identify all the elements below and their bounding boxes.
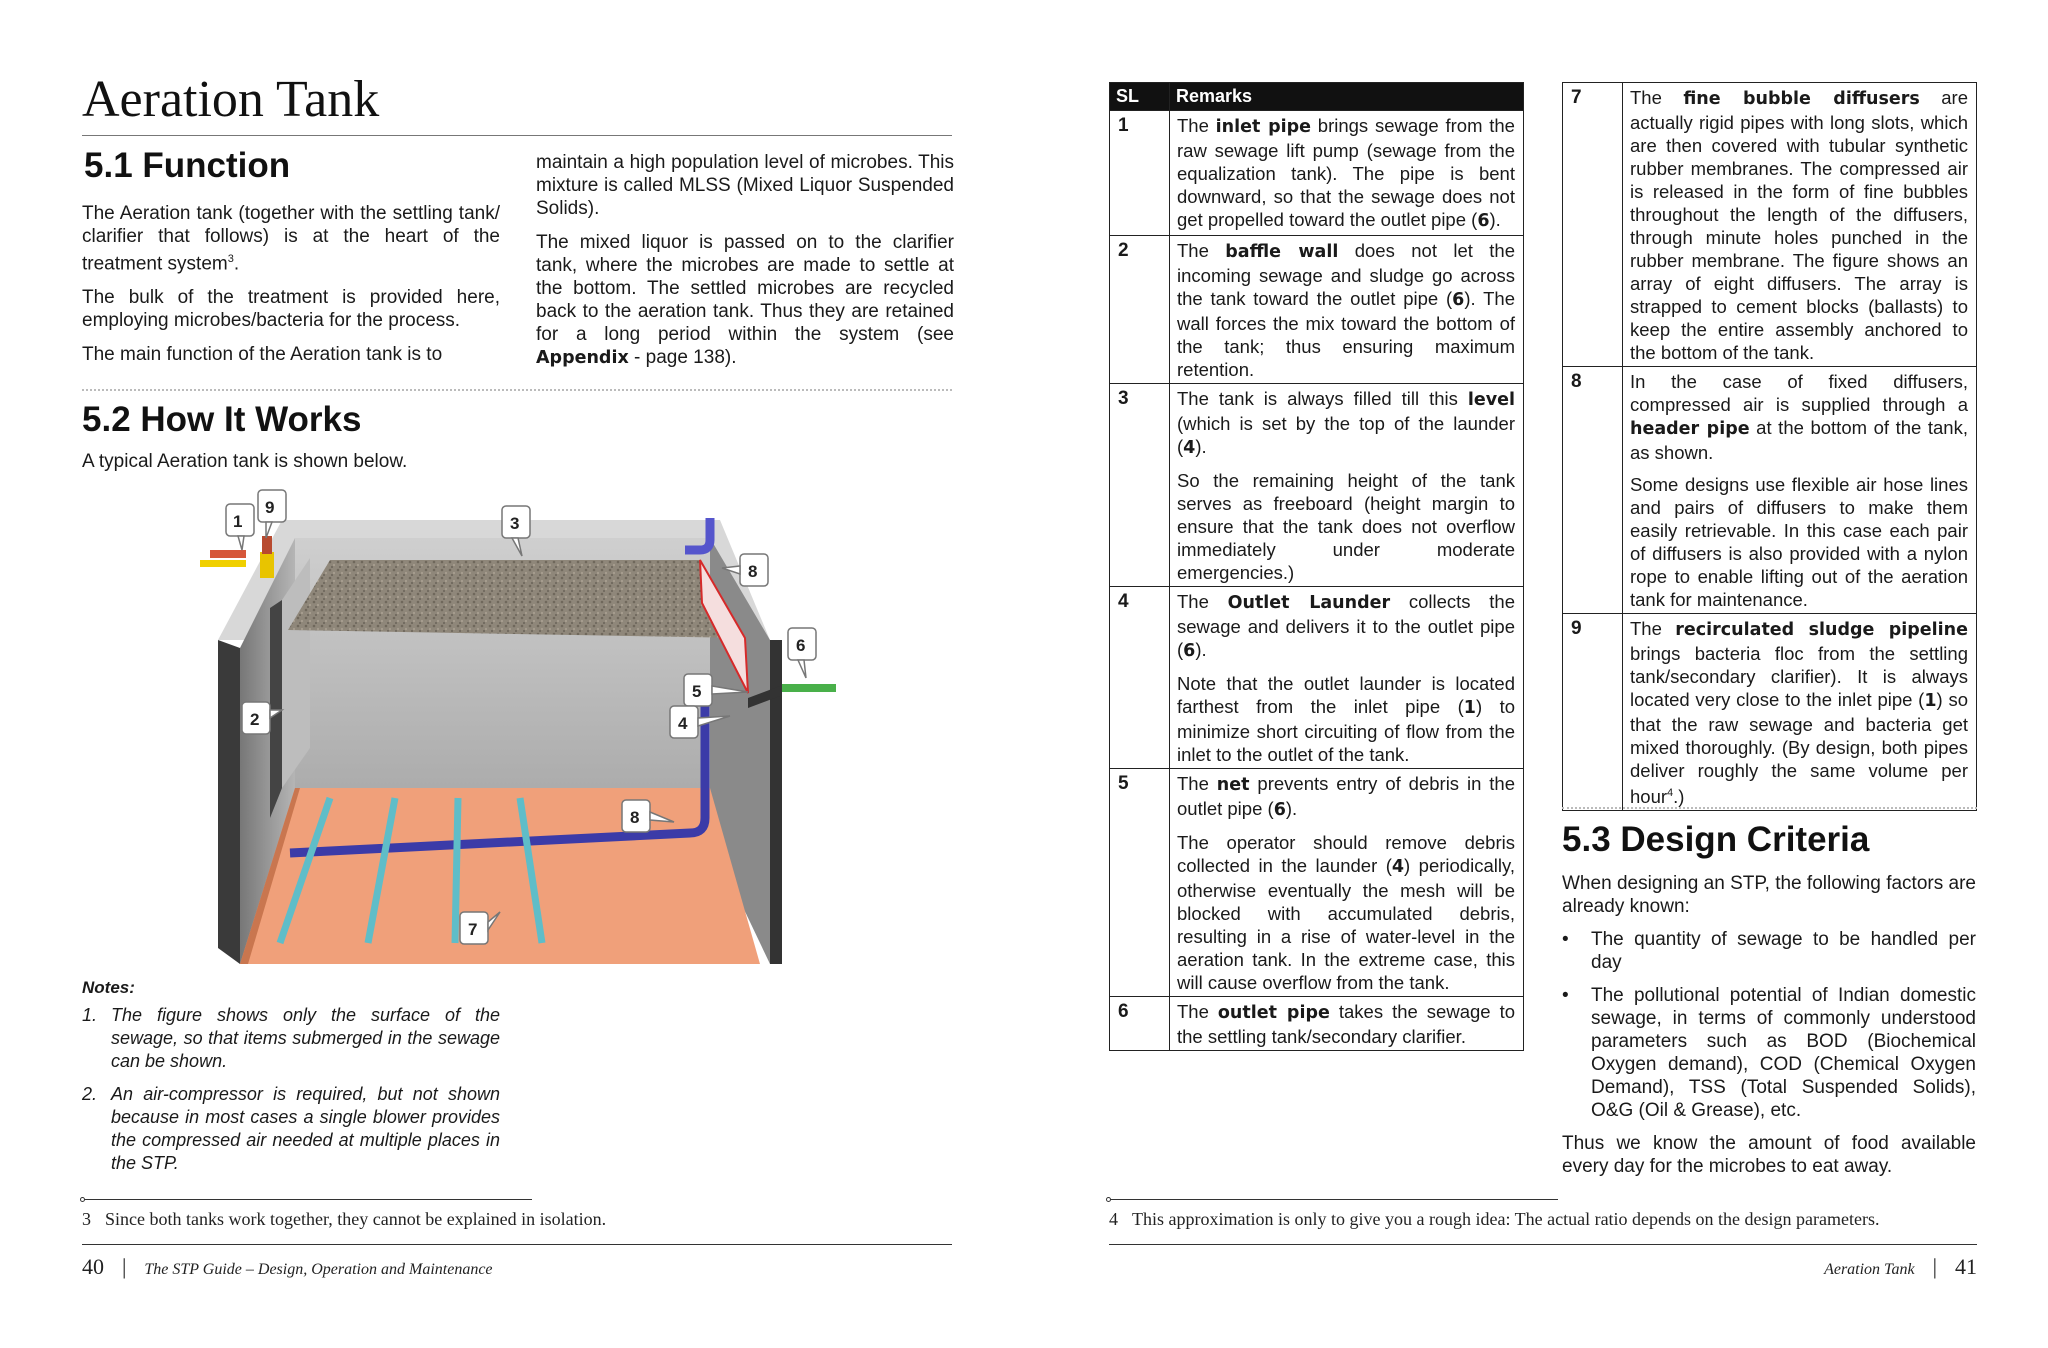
callout-label-8-top: 8 (748, 562, 758, 581)
row-remarks (1170, 384, 1524, 587)
footnote-4 (1109, 1209, 1989, 1230)
table-row (1563, 367, 1977, 614)
section-5-3 (1562, 820, 1976, 1178)
remark-text: ). (1195, 639, 1207, 660)
footnote-number: 3 (82, 1209, 91, 1229)
table-row (1110, 587, 1524, 769)
inlet-pipe-bend (260, 552, 274, 578)
remark-paragraph: So the remaining height of the tank serves as freeboard (height margin to ensure that the tank does not overflow immediately under moderate emergencies.) (1177, 470, 1515, 583)
page-bottom-rule (1109, 1244, 1977, 1245)
title-rule (82, 135, 952, 136)
callout-label-1: 1 (233, 512, 243, 531)
callout-1 (226, 504, 254, 550)
page-number: 40 (82, 1254, 104, 1279)
callout-label-8-bottom: 8 (630, 808, 640, 827)
remarks-header: Remarks (1170, 83, 1524, 111)
remark-text: are actually rigid pipes with long slots, which are then covered with tubular synthetic rubber membranes. The compressed air is released in the form of fine bubbles throughout the length of the diffusers, through minute holes punched in the rubber membrane. The figure shows an array of eight diffusers. The array is strapped to cement blocks (ballasts) to keep the entire assembly anchored to the bottom of the tank. (1630, 87, 1968, 363)
components-table-1 (1109, 82, 1524, 1051)
remark-text: ). (1195, 436, 1207, 457)
component-name: inlet pipe (1215, 117, 1311, 137)
remark-text: The operator should remove debris collected in the launder ( (1177, 832, 1515, 876)
function-paragraph-3: The main function of the Aeration tank is to (82, 344, 443, 366)
row-remarks (1623, 614, 1977, 811)
running-title: Aeration Tank (1824, 1261, 1915, 1278)
remark-text: The (1177, 1001, 1218, 1022)
component-ref: 6 (1452, 290, 1465, 310)
footnote-text: Since both tanks work together, they cannot be explained in isolation. (105, 1209, 607, 1229)
components-table-2 (1562, 82, 1977, 811)
note-item (82, 1004, 500, 1073)
component-ref: 1 (1463, 698, 1476, 718)
remark-text: The (1630, 618, 1676, 639)
table-row (1110, 997, 1524, 1051)
baffle-wall-edge (270, 600, 282, 818)
row-sl: 1 (1110, 111, 1170, 236)
remark-paragraph: Some designs use flexible air hose lines and pairs of diffusers to make them easily retrievable. In this case each pair of diffusers is also provided with a nylon rope to enable lifting out of the aeration tank for maintenance. (1630, 474, 1968, 610)
callout-label-3: 3 (510, 514, 520, 533)
function-p1-text: The Aeration tank (together with the settling tank/ clarifier that follows) is at the heart of the treatment system (82, 203, 500, 275)
component-ref: 6 (1273, 800, 1286, 820)
running-title: The STP Guide – Design, Operation and Maintenance (144, 1261, 493, 1278)
note-text: An air-compressor is required, but not shown because in most cases a single blower provides the compressed air needed at multiple places in the STP. (111, 1084, 500, 1173)
function-paragraph-2: The bulk of the treatment is provided here, employing microbes/bacteria for the process. (82, 287, 500, 332)
note-number: 2. (82, 1084, 98, 1104)
row-remarks (1623, 367, 1977, 614)
table-row (1563, 83, 1977, 367)
function-paragraph-1 (82, 202, 500, 275)
remark-text: takes the sewage to the settling tank/secondary clarifier. (1177, 1001, 1515, 1047)
row-sl: 2 (1110, 236, 1170, 384)
remark-paragraph (1177, 672, 1515, 766)
bullet: • (1562, 985, 1569, 1006)
row-remarks (1170, 997, 1524, 1051)
row-remarks (1623, 83, 1977, 367)
footnote-ref-4[interactable]: 4 (1667, 787, 1674, 799)
design-criteria-intro: When designing an STP, the following factors are already known: (1562, 873, 1976, 917)
remark-paragraph (1630, 370, 1968, 464)
right-page-folio: Aeration Tank | 41 (1824, 1254, 1977, 1279)
remark-text: In the case of fixed diffusers, compressed air is supplied through a (1630, 371, 1968, 415)
remark-text: The tank is always filled till this (1177, 388, 1468, 409)
remark-text: .) (1673, 786, 1685, 808)
component-ref: 4 (1391, 857, 1405, 877)
page-bottom-rule (82, 1244, 952, 1245)
row-remarks (1170, 587, 1524, 769)
row-sl: 3 (1110, 384, 1170, 587)
component-ref: 6 (1183, 641, 1196, 661)
table-row (1110, 236, 1524, 384)
inlet-pipe (200, 560, 246, 567)
outlet-pipe (782, 684, 836, 692)
section-divider (82, 389, 952, 391)
function-paragraph-4: maintain a high population level of microbes. This mixture is called MLSS (Mixed Liquor Suspended Solids). (536, 152, 954, 219)
tank-left-wall-edge (218, 640, 240, 964)
diagram-notes (82, 978, 500, 1185)
list-item (1562, 984, 1976, 1122)
sludge-pipe-bend (262, 536, 272, 554)
known-factors-list (1562, 928, 1976, 1122)
remark-paragraph (1177, 772, 1515, 822)
section-5-1-left-column (82, 146, 500, 377)
note-number: 1. (82, 1005, 98, 1025)
section-5-1-heading: 5.1 Function (84, 146, 291, 185)
footnote-rule (84, 1199, 532, 1200)
remark-paragraph (1177, 590, 1515, 663)
remark-text: (which is set by the top of the launder ( (1177, 413, 1515, 457)
sewage-surface (288, 560, 745, 638)
section-5-2-heading: 5.2 How It Works (82, 400, 362, 439)
callout-label-4: 4 (678, 714, 688, 733)
component-name: recirculated sludge pipeline (1675, 620, 1968, 640)
bullet: • (1562, 929, 1569, 950)
component-name: net (1216, 775, 1250, 795)
callout-label-6: 6 (796, 636, 806, 655)
callout-label-9: 9 (265, 498, 275, 517)
table-row (1110, 111, 1524, 236)
sl-header: SL (1110, 83, 1170, 111)
remark-paragraph (1177, 387, 1515, 460)
footnote-number: 4 (1109, 1209, 1118, 1229)
remark-text: collects the sewage and delivers it to the outlet pipe ( (1177, 591, 1515, 660)
row-remarks (1170, 769, 1524, 997)
function-p5-end: - page 138). (628, 347, 737, 368)
remark-text: ). (1285, 798, 1298, 819)
callout-label-7: 7 (468, 920, 478, 939)
row-sl: 5 (1110, 769, 1170, 997)
recirculated-sludge-pipe (210, 550, 246, 558)
callout-label-5: 5 (692, 682, 702, 701)
row-sl: 6 (1110, 997, 1170, 1051)
page-number: 41 (1955, 1254, 1977, 1279)
how-it-works-intro: A typical Aeration tank is shown below. (82, 451, 408, 472)
table-row (1110, 769, 1524, 997)
remark-text: prevents entry of debris in the outlet pipe ( (1177, 773, 1515, 819)
component-name: level (1467, 390, 1515, 410)
remark-text: The (1177, 591, 1228, 612)
row-sl: 9 (1563, 614, 1623, 811)
section-5-1-right-column (536, 151, 954, 381)
remark-text: does not let the incoming sewage and sludge go across the tank toward the outlet pipe ( (1177, 240, 1515, 309)
callout-label-2: 2 (250, 710, 260, 729)
row-sl: 7 (1563, 83, 1623, 367)
component-name: outlet pipe (1217, 1003, 1330, 1023)
footnote-text: This approximation is only to give you a rough idea: The actual ratio depends on the design parameters. (1132, 1209, 1880, 1229)
component-name: baffle wall (1225, 242, 1339, 262)
row-sl: 4 (1110, 587, 1170, 769)
list-item-text: The quantity of sewage to be handled per day (1591, 929, 1976, 973)
component-name: header pipe (1630, 419, 1750, 439)
appendix-reference[interactable]: Appendix (536, 348, 629, 368)
remark-text: The (1177, 773, 1217, 794)
footnote-3 (82, 1209, 962, 1230)
list-item (1562, 928, 1976, 974)
remark-text: ). The wall forces the mix toward the bottom of the tank; thus ensuring maximum retention. (1177, 288, 1515, 380)
remark-text: ) to minimize short circuiting of flow from the inlet to the outlet of the tank. (1177, 696, 1515, 765)
row-remarks (1170, 236, 1524, 384)
component-name: Outlet Launder (1227, 593, 1391, 613)
aeration-tank-diagram (200, 488, 850, 974)
list-item-text: The pollutional potential of Indian domestic sewage, in terms of commonly understood parameters such as BOD (Biochemical Oxygen demand), COD (Chemical Oxygen Demand), TSS (Total Suspended Solids), O&G (Oil & Grease), etc. (1591, 985, 1976, 1121)
remark-text: brings bacteria floc from the settling tank/secondary clarifier). It is always located very close to the inlet pipe ( (1630, 643, 1968, 710)
remark-text: Note that the outlet launder is located farthest from the inlet pipe ( (1177, 673, 1515, 717)
table-row (1563, 614, 1977, 811)
row-remarks (1170, 111, 1524, 236)
remark-text: ) so that the raw sewage and bacteria get mixed thoroughly. (By design, both pipes deliver roughly the same volume per hour (1630, 689, 1968, 808)
remark-text: The (1177, 240, 1226, 261)
remark-paragraph (1177, 831, 1515, 994)
function-p1-end: . (233, 253, 240, 275)
table-header-row (1110, 83, 1524, 111)
tank-floor (240, 788, 760, 964)
footnote-rule (1110, 1199, 1558, 1200)
component-ref: 1 (1924, 691, 1937, 711)
remark-text: brings sewage from the raw sewage lift pump (sewage from the equalization tank). The pipe is bent downward, so that the sewage does not get propelled toward the outlet pipe ( (1177, 115, 1515, 230)
remark-text: at the bottom of the tank, as shown. (1630, 417, 1968, 463)
design-criteria-outro: Thus we know the amount of food available every day for the microbes to eat away. (1562, 1133, 1976, 1177)
callout-6 (788, 628, 816, 678)
note-item (82, 1083, 500, 1175)
remark-text: ) periodically, otherwise eventually the mesh will be blocked with accumulated debris, resulting in a rise of water-level in the aeration tank. In the extreme case, this will cause overflow from the tank. (1177, 855, 1515, 993)
remark-text: The (1630, 87, 1684, 108)
section-divider (1562, 807, 1977, 809)
table-row (1110, 384, 1524, 587)
notes-list (82, 1004, 500, 1175)
section-5-3-heading: 5.3 Design Criteria (1562, 820, 1870, 859)
function-p5-text: The mixed liquor is passed on to the clarifier tank, where the microbes are made to settle at the bottom. The settled microbes are recycled back to the aeration tank. Thus they are retained for a long period within the system (see (536, 232, 954, 345)
remark-text: ). (1489, 209, 1501, 230)
right-page (1024, 0, 2048, 1348)
footnote-ref-3[interactable]: 3 (227, 253, 234, 265)
component-ref: 4 (1183, 438, 1196, 458)
component-ref: 6 (1477, 211, 1490, 231)
function-paragraph-5 (536, 231, 954, 370)
note-text: The figure shows only the surface of the sewage, so that items submerged in the sewage can be shown. (111, 1005, 500, 1071)
chapter-title: Aeration Tank (82, 71, 380, 128)
notes-heading: Notes: (82, 978, 135, 997)
component-name: fine bubble diffusers (1683, 89, 1920, 109)
row-sl: 8 (1563, 367, 1623, 614)
left-page-folio: 40 | The STP Guide – Design, Operation and Maintenance (82, 1254, 493, 1279)
remark-text: The (1177, 115, 1216, 136)
